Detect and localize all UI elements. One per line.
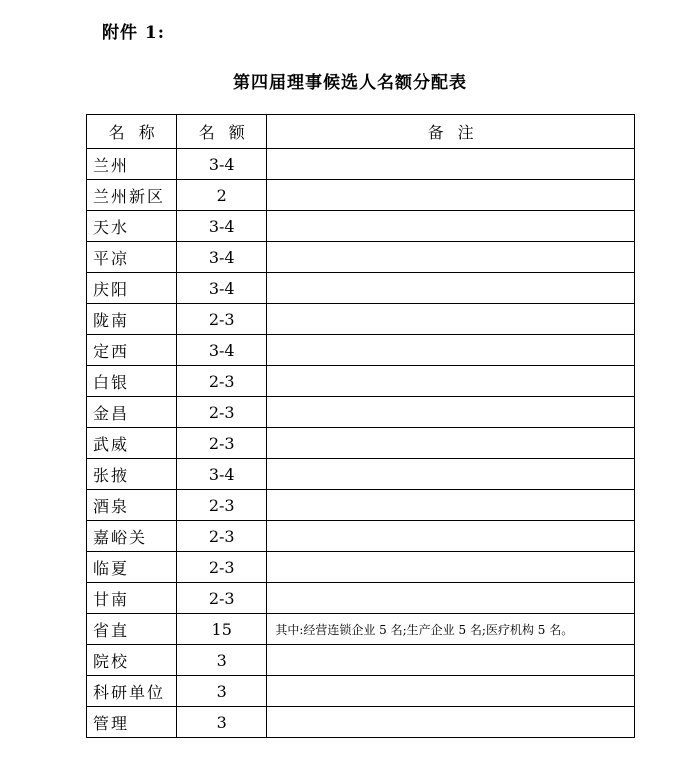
- table-row: [87, 521, 635, 552]
- cell-name: 临夏: [87, 552, 177, 583]
- cell-note: [267, 521, 635, 552]
- cell-name: 酒泉: [87, 490, 177, 521]
- cell-quota: 3-4: [177, 459, 267, 490]
- cell-name: 科研单位: [87, 676, 177, 707]
- cell-name: 武威: [87, 428, 177, 459]
- table-row: [87, 242, 635, 273]
- cell-note: [267, 552, 635, 583]
- table-row: [87, 707, 635, 738]
- cell-name: 天水: [87, 211, 177, 242]
- cell-name: 管理: [87, 707, 177, 738]
- cell-note: [267, 707, 635, 738]
- cell-note: [267, 583, 635, 614]
- cell-name: 省直: [87, 614, 177, 645]
- document-title: 第四届理事候选人名额分配表: [233, 73, 467, 93]
- cell-quota: 3: [177, 707, 267, 738]
- cell-quota: 3-4: [177, 149, 267, 180]
- cell-quota: 2-3: [177, 521, 267, 552]
- cell-note: [267, 304, 635, 335]
- cell-note: [267, 335, 635, 366]
- table-body: [87, 149, 635, 738]
- cell-quota: 2-3: [177, 366, 267, 397]
- table-row: [87, 614, 635, 645]
- cell-quota: 3-4: [177, 211, 267, 242]
- table-row: [87, 552, 635, 583]
- cell-name: 张掖: [87, 459, 177, 490]
- table-row: [87, 583, 635, 614]
- cell-note: [267, 428, 635, 459]
- table-row: [87, 366, 635, 397]
- table-row: [87, 273, 635, 304]
- cell-name: 甘南: [87, 583, 177, 614]
- cell-note: [267, 459, 635, 490]
- cell-quota: 2: [177, 180, 267, 211]
- table-row: [87, 676, 635, 707]
- cell-quota: 3: [177, 645, 267, 676]
- table-row: [87, 397, 635, 428]
- cell-quota: 15: [177, 614, 267, 645]
- table-row: [87, 459, 635, 490]
- table-row: [87, 149, 635, 180]
- quota-allocation-table: [86, 114, 635, 738]
- cell-name: 平凉: [87, 242, 177, 273]
- table-header-row: [87, 115, 635, 149]
- cell-note: [267, 211, 635, 242]
- cell-quota: 2-3: [177, 552, 267, 583]
- cell-name: 陇南: [87, 304, 177, 335]
- cell-name: 嘉峪关: [87, 521, 177, 552]
- table-row: [87, 428, 635, 459]
- cell-name: 定西: [87, 335, 177, 366]
- cell-quota: 3-4: [177, 273, 267, 304]
- table-row: [87, 645, 635, 676]
- cell-note: [267, 180, 635, 211]
- cell-note: [267, 242, 635, 273]
- table-row: [87, 335, 635, 366]
- header-quota: 名额: [177, 115, 267, 149]
- cell-quota: 2-3: [177, 583, 267, 614]
- cell-name: 庆阳: [87, 273, 177, 304]
- cell-note: [267, 645, 635, 676]
- cell-note: [267, 273, 635, 304]
- cell-note: 其中:经营连锁企业 5 名;生产企业 5 名;医疗机构 5 名。: [267, 614, 635, 645]
- attachment-label: 附件 1:: [102, 23, 166, 43]
- table-row: [87, 211, 635, 242]
- cell-quota: 2-3: [177, 490, 267, 521]
- cell-name: 金昌: [87, 397, 177, 428]
- cell-name: 白银: [87, 366, 177, 397]
- table-header: [87, 115, 635, 149]
- cell-note: [267, 676, 635, 707]
- cell-quota: 3-4: [177, 335, 267, 366]
- cell-quota: 3-4: [177, 242, 267, 273]
- cell-note: [267, 366, 635, 397]
- cell-name: 院校: [87, 645, 177, 676]
- cell-quota: 2-3: [177, 304, 267, 335]
- cell-note: [267, 397, 635, 428]
- header-name: 名称: [87, 115, 177, 149]
- cell-note: [267, 490, 635, 521]
- cell-quota: 3: [177, 676, 267, 707]
- cell-name: 兰州新区: [87, 180, 177, 211]
- cell-name: 兰州: [87, 149, 177, 180]
- header-note: 备注: [267, 115, 635, 149]
- cell-quota: 2-3: [177, 428, 267, 459]
- cell-note: [267, 149, 635, 180]
- table-row: [87, 180, 635, 211]
- table-row: [87, 304, 635, 335]
- table-row: [87, 490, 635, 521]
- cell-quota: 2-3: [177, 397, 267, 428]
